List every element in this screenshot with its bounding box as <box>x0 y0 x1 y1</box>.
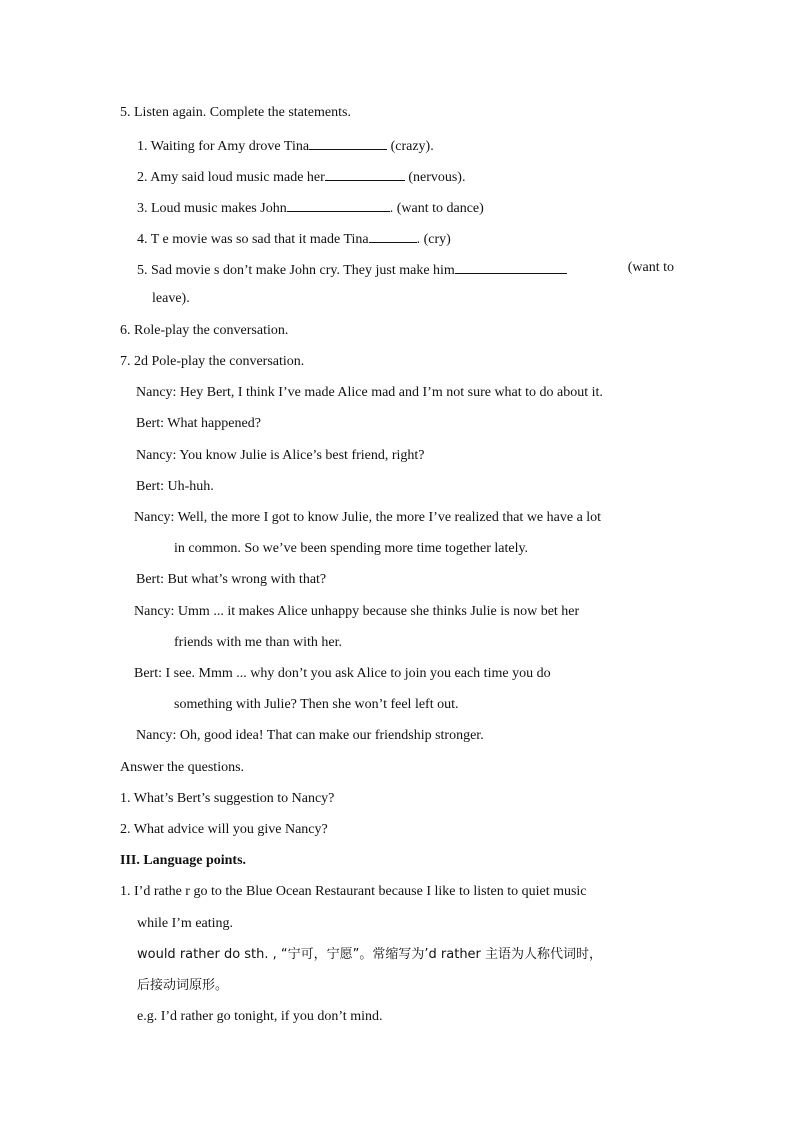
section-6-heading: 6. Role-play the conversation. <box>120 323 289 338</box>
statement-2: 2. Amy said loud music made her (nervous). <box>137 166 465 187</box>
dialogue-line-continued: friends with me than with her. <box>174 635 342 650</box>
section-7-heading: 7. 2d Pole-play the conversation. <box>120 354 305 369</box>
question-2: 2. What advice will you give Nancy? <box>120 822 328 837</box>
statement-4: 4. T e movie was so sad that it made Tina . (cry) <box>137 228 451 249</box>
answer-blank-1[interactable] <box>309 135 387 150</box>
statement-3: 3. Loud music makes John . (want to dance) <box>137 197 484 218</box>
grammar-note: would rather do sth. , “宁可，宁愿”。常缩写为’d rather 主语为人称代词时， <box>137 947 603 962</box>
answer-blank-2[interactable] <box>325 166 405 181</box>
dialogue-line-continued: something with Julie? Then she won’t feel left out. <box>174 697 459 712</box>
question-1: 1. What’s Bert’s suggestion to Nancy? <box>120 791 335 806</box>
dialogue-line: Bert: But what’s wrong with that? <box>136 572 327 587</box>
section-5-heading: 5. Listen again. Complete the statements. <box>120 105 351 120</box>
questions-heading: Answer the questions. <box>120 760 245 775</box>
dialogue-line: Nancy: Hey Bert, I think I’ve made Alice mad and I’m not sure what to do about it. <box>136 385 603 400</box>
answer-blank-5[interactable] <box>455 259 567 274</box>
dialogue-line: Bert: What happened? <box>136 416 261 431</box>
grammar-note-continued: 后接动词原形。 <box>137 978 229 993</box>
dialogue-line: Nancy: Umm ... it makes Alice unhappy because she thinks Julie is now bet her <box>134 604 580 619</box>
dialogue-line: Bert: Uh-huh. <box>136 479 214 494</box>
dialogue-line: Nancy: You know Julie is Alice’s best friend, right? <box>136 448 425 463</box>
language-point-1: 1. I’d rathe r go to the Blue Ocean Restaurant because I like to listen to quiet music <box>120 884 587 899</box>
dialogue-line: Bert: I see. Mmm ... why don’t you ask Alice to join you each time you do <box>134 666 551 681</box>
dialogue-line-continued: in common. So we’ve been spending more time together lately. <box>174 541 529 556</box>
dialogue-line: Nancy: Well, the more I got to know Julie, the more I’ve realized that we have a lot <box>134 510 602 525</box>
statement-5-continued: leave). <box>152 291 190 306</box>
answer-blank-4[interactable] <box>369 228 417 243</box>
section-3-heading: III. Language points. <box>120 853 247 868</box>
language-point-1-continued: while I’m eating. <box>137 916 234 931</box>
statement-5: 5. Sad movie s don’t make John cry. They just make him (want to <box>137 260 674 278</box>
statement-1: 1. Waiting for Amy drove Tina (crazy). <box>137 135 434 156</box>
example-sentence: e.g. I’d rather go tonight, if you don’t mind. <box>137 1009 383 1024</box>
answer-blank-3[interactable] <box>287 197 390 212</box>
dialogue-line: Nancy: Oh, good idea! That can make our friendship stronger. <box>136 728 484 743</box>
